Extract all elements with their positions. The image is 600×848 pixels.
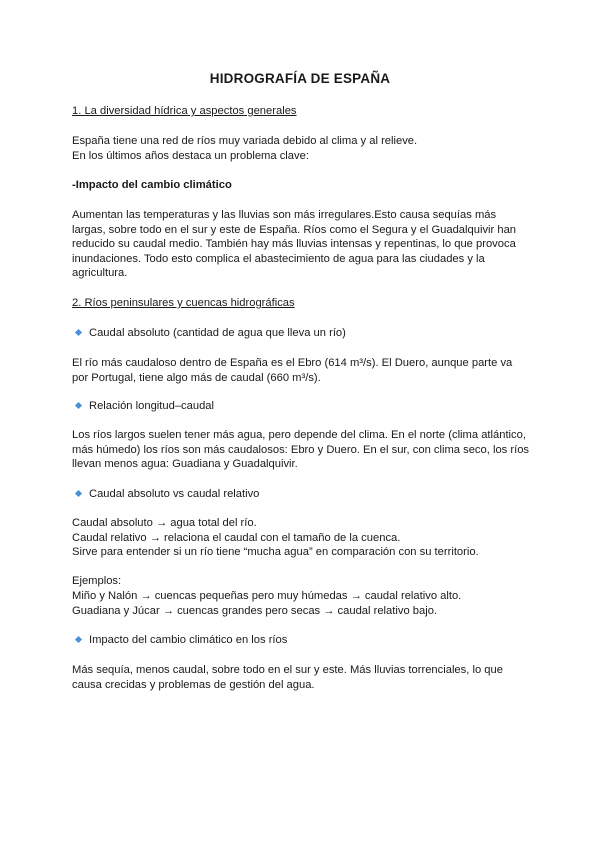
section-1-heading-block [72, 104, 532, 119]
intro-line: España tiene una red de ríos muy variada debido al clima y al relieve. [72, 135, 418, 147]
paragraph-line: Los ríos largos suelen tener más agua, pero depende del clima. En el norte (clima atlántico, [72, 429, 526, 441]
paragraph-line: largas, sobre todo en el sur y este de España. Ríos como el Segura y el Guadalquivir han [72, 223, 517, 236]
section-2-heading: 2. Ríos peninsulares y cuencas hidrográficas [72, 297, 295, 309]
impact-heading-block [72, 178, 532, 193]
impact-paragraph [72, 208, 532, 281]
paragraph-line: causa crecidas y problemas de gestión del agua. [72, 678, 315, 691]
bullet-label: Impacto del cambio climático en los ríos [89, 634, 288, 646]
paragraph-impacto-rios [72, 663, 532, 692]
bullet-label: Caudal absoluto vs caudal relativo [89, 488, 260, 500]
bullet-item-absoluto-vs-relativo [76, 487, 526, 502]
examples-block [72, 574, 532, 603]
bullet-label: Relación longitud–caudal [89, 400, 215, 412]
paragraph-line: Más sequía, menos caudal, sobre todo en el sur y este. Más lluvias torrenciales, lo que [72, 664, 503, 676]
paragraph-line: Caudal absoluto → agua total del río. [72, 517, 257, 529]
paragraph-line: reducido su caudal medio. También hay más lluvias intensas y repentinas, lo que provoca [72, 238, 516, 250]
bullet-item-caudal-absoluto [76, 326, 526, 341]
diamond-bullet-icon [75, 329, 82, 336]
paragraph-line: El río más caudaloso dentro de España es el Ebro (614 m³/s). El Duero, aunque parte va [72, 357, 513, 369]
paragraph-line: más húmedo) los ríos son más caudalosos: Ebro y Duero. En el sur, con clima seco, los ríos [72, 443, 530, 456]
paragraph-line: agricultura. [72, 267, 128, 279]
paragraph-line: llevan menos agua: Guadiana y Guadalquivir. [72, 458, 298, 470]
examples-label: Ejemplos: [72, 575, 122, 587]
bullet-item-impacto-rios [76, 633, 526, 648]
paragraph-caudal-absoluto [72, 356, 532, 385]
example-line: Miño y Nalón → cuencas pequeñas pero muy húmedas → caudal relativo alto. [72, 589, 462, 602]
section-1-heading: 1. La diversidad hídrica y aspectos generales [72, 105, 297, 117]
diamond-bullet-icon [75, 402, 82, 409]
bullet-item-longitud-caudal [76, 399, 526, 414]
section-1-intro [72, 134, 532, 163]
paragraph-line: inundaciones. Todo esto complica el abastecimiento de agua para las ciudades y la [72, 252, 485, 265]
paragraph-longitud-caudal [72, 428, 532, 472]
section-2-heading-block [72, 296, 532, 311]
examples-block-2 [72, 604, 532, 619]
page-title: HIDROGRAFÍA DE ESPAÑA [209, 71, 391, 86]
paragraph-line: Sirve para entender si un río tiene “mucha agua” en comparación con su territorio. [72, 546, 479, 558]
paragraph-line: Aumentan las temperaturas y las lluvias son más irregulares.Esto causa sequías más [72, 209, 497, 221]
diamond-bullet-icon [75, 636, 82, 643]
example-line: Guadiana y Júcar → cuencas grandes pero secas → caudal relativo bajo. [72, 605, 438, 617]
diamond-bullet-icon [75, 490, 82, 497]
paragraph-line: Caudal relativo → relaciona el caudal con el tamaño de la cuenca. [72, 531, 401, 544]
bullet-label: Caudal absoluto (cantidad de agua que lleva un río) [89, 327, 346, 339]
intro-line: En los últimos años destaca un problema clave: [72, 149, 309, 162]
paragraph-absoluto-vs-relativo [72, 516, 532, 560]
impact-heading: -Impacto del cambio climático [72, 179, 232, 191]
paragraph-line: por Portugal, tiene algo más de caudal (660 m³/s). [72, 371, 321, 384]
